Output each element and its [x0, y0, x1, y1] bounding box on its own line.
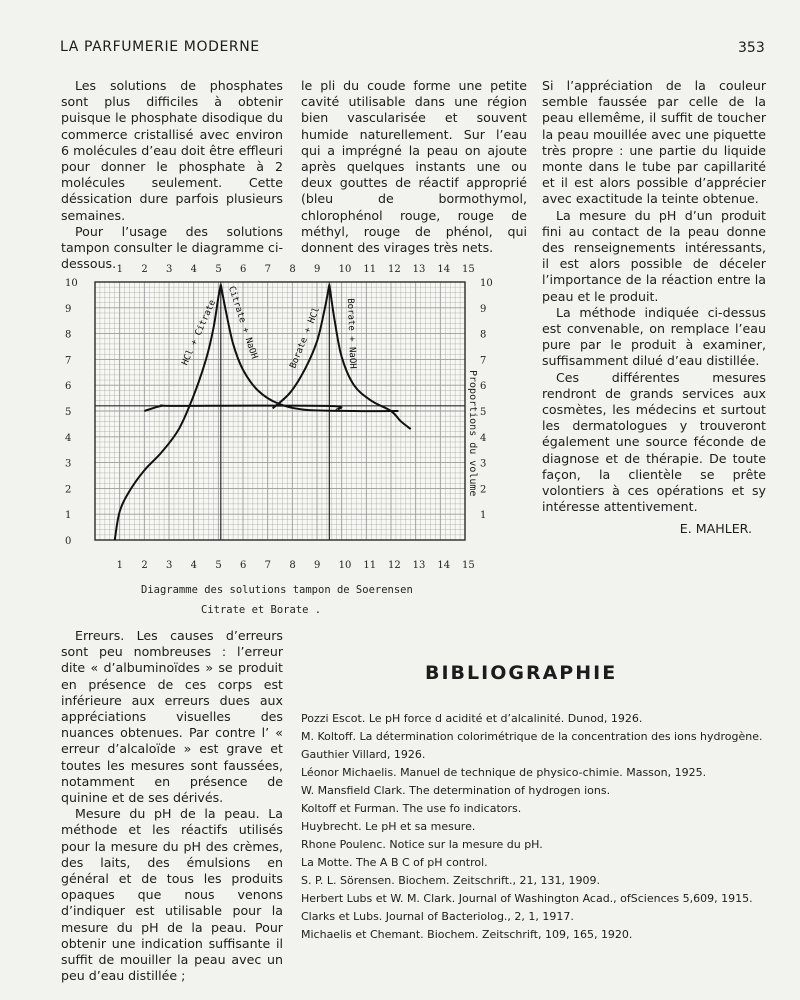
paragraph: le pli du coude forme une petite cavité utilisable dans une région bien vascularisée et souvent humide naturellement. Sur l’eau qui a imprégné la peau on ajoute après quelques instants une ou deux gouttes de réactif approprié (bleu de bormothymol, chlorophénol rouge, rouge de méthyl, rouge de phénol, qui donnent des virages très nets.: [301, 78, 527, 256]
paragraph: Si l’appréciation de la couleur semble faussée par celle de la peau ellemême, il suffit de toucher la peau mouillée avec une piquette très propre : une partie du liquide monte dans le tube par capillarité et il est alors possible d’apprécier avec exactitude la teinte obtenue.: [542, 78, 766, 207]
running-title: LA PARFUMERIE MODERNE: [60, 39, 260, 55]
x-tick-label-bottom: 14: [437, 560, 451, 571]
bibliography-title: BIBLIOGRAPHIE: [425, 662, 618, 684]
paragraph: Pour l’usage des solutions tampon consulter le diagramme ci-dessous.: [61, 223, 283, 272]
x-tick-label-top: 5: [215, 264, 222, 275]
x-tick-label-top: 1: [116, 264, 124, 275]
y-tick-label-right: 8: [480, 329, 487, 341]
x-tick-label-top: 12: [388, 264, 401, 275]
bibliography-entry: Koltoff et Furman. The use fo indicators.: [301, 802, 522, 815]
curve-label: Borate + NaOH: [344, 298, 358, 369]
column-1: [61, 78, 283, 272]
y-tick-label-right: 10: [480, 278, 493, 289]
bibliography-entry: W. Mansfield Clark. The determination of hydrogen ions.: [301, 784, 611, 797]
y-tick-label-left: 5: [65, 407, 72, 418]
x-tick-label-top: 8: [289, 264, 296, 275]
chart-grid: [95, 282, 465, 540]
buffer-diagram: [55, 255, 515, 620]
y-tick-label-left: 0: [65, 536, 72, 547]
paragraph: Mesure du pH de la peau. La méthode et les réactifs utilisés pour la mesure du pH des crèmes, des laits, des émulsions en général et de tous les produits opaques que nous venons d’indiquer est utilisable pour la mesure du pH de la peau. Pour obtenir une indication suffisante il suffit de mouiller la peau avec un peu d’eau distillée ;: [61, 806, 283, 984]
bibliography-entry: Clarks et Lubs. Journal of Bacteriolog., 2, 1, 1917.: [301, 910, 574, 923]
right-axis-label: Proportions du volume: [467, 370, 478, 497]
y-tick-label-right: 2: [480, 484, 487, 496]
chart-caption-line-1: Diagramme des solutions tampon de Soerensen: [141, 584, 413, 596]
page-number: 353: [738, 40, 765, 56]
paragraph: La mesure du pH d’un produit fini au contact de la peau donne des renseignements intéressants, il est alors possible de déceler l’importance de la réaction entre la peau et le produit.: [542, 207, 766, 304]
bibliography-entry: Léonor Michaelis. Manuel de technique de physico-chimie. Masson, 1925.: [301, 766, 707, 779]
paragraph: La méthode indiquée ci-dessus est convenable, on remplace l’eau pure par le produit à examiner, suffisamment dilué d’eau distillée.: [542, 304, 766, 369]
x-tick-label-top: 11: [363, 264, 377, 275]
paragraph: Les solutions de phosphates sont plus difficiles à obtenir puisque le phosphate disodique du commerce cristallisé avec environ 6 molécules d’eau doit être effleuri pour donner le phosphate à 2 molécules seulement. Cette déssication dure parfois plusieurs semaines.: [61, 78, 283, 223]
y-tick-label-right: 5: [480, 407, 487, 418]
column-2: [301, 78, 527, 256]
y-tick-label-left: 3: [65, 458, 72, 470]
y-tick-label-right: 7: [480, 355, 487, 367]
paragraph: Ces différentes mesures rendront de grands services aux cosmètes, les médecins et surtout les dermatologues y trouveront également une source féconde de diagnose et de thérapie. De toute façon, la clientèle se prête volontiers à ces opérations et sy intéresse attentivement.: [542, 369, 766, 515]
x-tick-label-bottom: 1: [116, 560, 124, 571]
y-tick-label-left: 9: [65, 303, 72, 315]
bibliography-entry: S. P. L. Sörensen. Biochem. Zeitschrift., 21, 131, 1909.: [301, 874, 600, 887]
curve-label: Borate + HCl: [288, 305, 323, 371]
curve-label: Citrate + NaOH: [225, 285, 259, 361]
x-tick-label-bottom: 8: [289, 560, 296, 571]
x-tick-label-bottom: 10: [338, 560, 352, 571]
column-3: [542, 78, 766, 538]
x-tick-label-top: 10: [338, 264, 352, 275]
paragraph: Erreurs. Les causes d’erreurs sont peu nombreuses : l’erreur dite « d’albuminoïdes » se produit en présence de ces corps est inférieure aux erreurs dues aux appréciations visuelles des nuances obtenues. Par contre l’ « erreur d’alcaloïde » est grave et toutes les mesures sont faussées, notamment en présence de quinine et de ses dérivés.: [61, 628, 283, 806]
x-tick-label-bottom: 13: [412, 560, 426, 571]
x-tick-label-bottom: 6: [240, 560, 247, 571]
x-tick-label-top: 9: [314, 264, 321, 275]
y-tick-label-left: 7: [65, 355, 72, 367]
y-tick-label-left: 6: [65, 381, 72, 393]
bibliography-entry: Michaelis et Chemant. Biochem. Zeitschrift, 109, 165, 1920.: [301, 928, 633, 941]
bibliography-entry: Rhone Poulenc. Notice sur la mesure du pH.: [301, 838, 543, 851]
chart-caption-line-2: Citrate et Borate .: [201, 604, 322, 616]
x-tick-label-bottom: 7: [264, 560, 272, 571]
x-tick-label-top: 13: [412, 264, 426, 275]
y-tick-label-left: 1: [65, 510, 72, 522]
bibliography-list: [301, 710, 781, 944]
x-tick-label-top: 6: [240, 264, 247, 275]
bibliography-entry: M. Koltoff. La détermination colorimétrique de la concentration des ions hydrogène. Gauthier Villard, 1926.: [301, 730, 763, 761]
y-tick-label-left: 2: [65, 484, 72, 496]
y-tick-label-right: 1: [480, 510, 487, 522]
y-tick-label-right: 4: [480, 432, 487, 444]
x-tick-label-bottom: 2: [141, 560, 148, 571]
x-tick-label-bottom: 11: [363, 560, 377, 571]
y-tick-label-right: 3: [480, 458, 487, 470]
y-tick-label-left: 4: [65, 432, 72, 444]
x-tick-label-top: 3: [166, 264, 173, 275]
x-tick-label-bottom: 5: [215, 560, 222, 571]
lower-column: [61, 628, 283, 984]
y-tick-label-left: 8: [65, 329, 72, 341]
author-signature: E. MAHLER.: [679, 521, 752, 537]
y-tick-label-right: 6: [480, 381, 487, 393]
x-tick-label-bottom: 12: [388, 560, 401, 571]
x-tick-label-top: 2: [141, 264, 148, 275]
x-tick-label-top: 7: [264, 264, 272, 275]
x-tick-label-bottom: 3: [166, 560, 173, 571]
bibliography-entry: Herbert Lubs et W. M. Clark. Journal of Washington Acad., ofSciences 5,609, 1915.: [301, 892, 753, 905]
x-tick-label-top: 14: [437, 264, 451, 275]
bibliography-entry: La Motte. The A B C of pH control.: [301, 856, 488, 869]
y-tick-label-right: 9: [480, 303, 487, 315]
x-tick-label-bottom: 4: [190, 560, 198, 571]
x-tick-label-bottom: 9: [314, 560, 321, 571]
x-tick-label-top: 4: [190, 264, 198, 275]
y-tick-label-left: 10: [65, 278, 78, 289]
bibliography-entry: Pozzi Escot. Le pH force d acidité et d’alcalinité. Dunod, 1926.: [301, 712, 643, 725]
x-tick-label-bottom: 15: [462, 560, 475, 571]
x-tick-label-top: 15: [462, 264, 475, 275]
bibliography-entry: Huybrecht. Le pH et sa mesure.: [301, 820, 476, 833]
curve-label: HCl + Citrate: [180, 298, 219, 368]
